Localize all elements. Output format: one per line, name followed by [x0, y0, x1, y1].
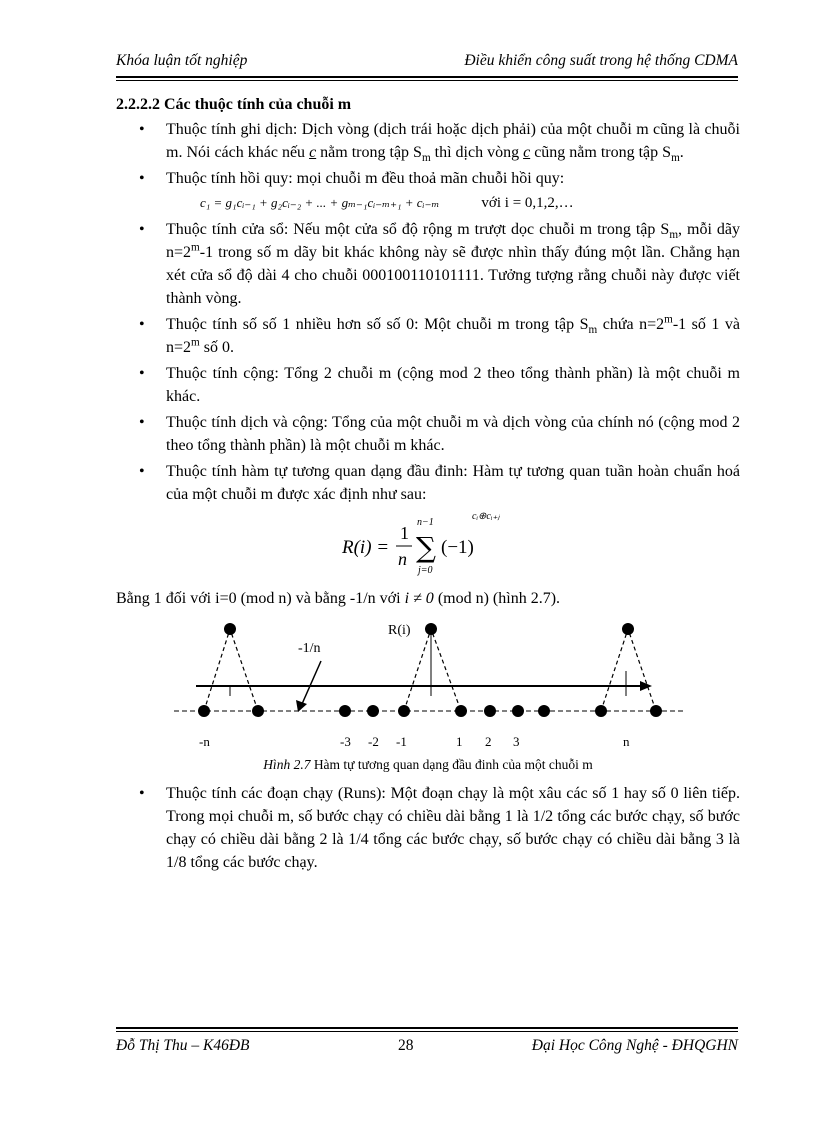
- equals-line: Bằng 1 đối với i=0 (mod n) và bằng -1/n với i ≠ 0 (mod n) (hình 2.7).: [116, 590, 561, 607]
- tick-label-5: 2: [485, 734, 492, 749]
- baseline-point-9: [595, 705, 607, 717]
- formula-den: n: [398, 549, 407, 569]
- formula-num: 1: [400, 523, 409, 543]
- footer-rule: [116, 1027, 738, 1029]
- formula-base: (−1): [441, 537, 474, 558]
- list-item-shift-add: • Thuộc tính dịch và cộng: Tổng của một chuỗi m và dịch vòng của chính nó (cộng mod 2 theo tổng thành phần) là một chuỗi m khác.: [166, 411, 740, 457]
- baseline-point-6: [484, 705, 496, 717]
- level-pointer: [302, 661, 321, 704]
- peak-0: [204, 629, 258, 711]
- baseline-point-3: [367, 705, 379, 717]
- autocorr-formula-svg: [116, 509, 740, 581]
- list-item-autocorr: • Thuộc tính hàm tự tương quan dạng đầu đinh: Hàm tự tương quan tuần hoàn chuẩn hoá của một chuỗi m được xác định như sau:: [166, 460, 740, 506]
- figure-level-label: -1/n: [298, 641, 321, 656]
- baseline-point-0: [198, 705, 210, 717]
- footer-left: Đỗ Thị Thu – K46ĐB: [116, 1037, 250, 1054]
- tick-label-6: 3: [513, 734, 520, 749]
- peak-point-1: [425, 623, 437, 635]
- sum-sign: ∑: [416, 531, 436, 564]
- page-footer: [116, 1037, 738, 1059]
- tick-label-4: 1: [456, 734, 463, 749]
- footer-rule-thin: [116, 1031, 738, 1032]
- recursion-formula: c₁ = g₁cᵢ₋₁ + g₂cᵢ₋₂ + ... + gₘ₋₁cᵢ₋ₘ₊₁ + cᵢ₋ₘ với i = 0,1,2,…: [200, 195, 574, 211]
- list-item-recursion: • Thuộc tính hồi quy: mọi chuỗi m đều thoả mãn chuỗi hồi quy: c₁ = g₁cᵢ₋₁ + g₂cᵢ₋₂ + ... + gₘ₋₁cᵢ₋ₘ₊₁ + cᵢ₋ₘ với i = 0,1,2,…: [166, 167, 740, 215]
- baseline-point-2: [339, 705, 351, 717]
- list-item-runs: • Thuộc tính các đoạn chạy (Runs): Một đoạn chạy là một xâu các số 1 hay số 0 liên tiếp. Trong mọi chuỗi m, số bước chạy có chiều dài bằng 1 là 1/2 tổng các bước chạy, số bước chạy có chiều dài bằng 2 là 1/4 tổng các bước chạy, số bước chạy có chiều dài bằng 3 là 1/8 tổng các bước chạy.: [166, 782, 740, 874]
- footer-right: Đại Học Công Nghệ - ĐHQGHN: [531, 1037, 738, 1054]
- sum-bottom: j=0: [418, 565, 433, 576]
- level-pointer-head: [296, 700, 307, 712]
- figure-caption: Hình 2.7 Hàm tự tương quan dạng đầu đinh của một chuỗi m: [263, 757, 593, 772]
- c-underlined-1: c: [309, 144, 317, 161]
- baseline-point-8: [538, 705, 550, 717]
- section-title: 2.2.2.2 Các thuộc tính của chuỗi m: [116, 96, 352, 113]
- c-underlined-2: c: [523, 144, 531, 161]
- figure-y-label: R(i): [388, 623, 411, 638]
- header-left: Khóa luận tốt nghiệp: [116, 52, 248, 69]
- peak-1: [404, 629, 461, 711]
- peak-point-2: [622, 623, 634, 635]
- tick-label-2: -2: [368, 734, 379, 749]
- sum-top: n−1: [417, 517, 434, 528]
- tick-label-1: -3: [340, 734, 351, 749]
- property-list-2: [116, 782, 740, 874]
- list-item-window: • Thuộc tính cửa sổ: Nếu một cửa sổ độ rộng m trượt dọc chuỗi m trong tập $S_m$, mỗi dãy $n=2^m-1$ trong số m dãy bit khác không này sẽ được nhìn thấy đúng một lần. Chẳng hạn xét cửa sổ độ dài 4 cho chuỗi 000100110101111. Tưởng tượng rằng chuỗi này được viết thành vòng.: [166, 218, 740, 310]
- property-list: [116, 118, 740, 506]
- page-header: [116, 52, 738, 74]
- baseline-point-5: [455, 705, 467, 717]
- peak-point-0: [224, 623, 236, 635]
- page-content: [116, 93, 740, 877]
- baseline-point-7: [512, 705, 524, 717]
- tick-label-3: -1: [396, 734, 407, 749]
- autocorr-figure: [116, 616, 740, 751]
- autocorr-figure-svg: [116, 616, 740, 751]
- list-item-add: • Thuộc tính cộng: Tổng 2 chuỗi m (cộng mod 2 theo tổng thành phần) là một chuỗi m khác.: [166, 362, 740, 408]
- formula-lhs: R(i) =: [342, 537, 390, 558]
- baseline-point-10: [650, 705, 662, 717]
- header-right: Điều khiển công suất trong hệ thống CDMA: [464, 52, 738, 69]
- list-item-ones: • Thuộc tính số số 1 nhiều hơn số số 0: Một chuỗi m trong tập $S_m$ chứa $n=2^m-1$ số 1 và $n=2^m$ số 0.: [166, 313, 740, 359]
- page-number: 28: [398, 1037, 414, 1054]
- header-rule: [116, 76, 738, 78]
- tick-label-0: -n: [199, 734, 210, 749]
- baseline-point-4: [398, 705, 410, 717]
- peak-2: [601, 629, 656, 711]
- header-rule-thin: [116, 80, 738, 81]
- autocorr-formula: [116, 509, 740, 581]
- baseline-point-1: [252, 705, 264, 717]
- list-item-shift: • Thuộc tính ghi dịch: Dịch vòng (dịch trái hoặc dịch phải) của một chuỗi m cũng là chuỗi m. Nói cách khác nếu c nằm trong tập $S_m$ thì dịch vòng c cũng nằm trong tập $S_m$.: [166, 118, 740, 164]
- tick-label-7: n: [623, 734, 630, 749]
- formula-exponent: cᵢ⊕cᵢ₊ⱼ: [472, 511, 500, 522]
